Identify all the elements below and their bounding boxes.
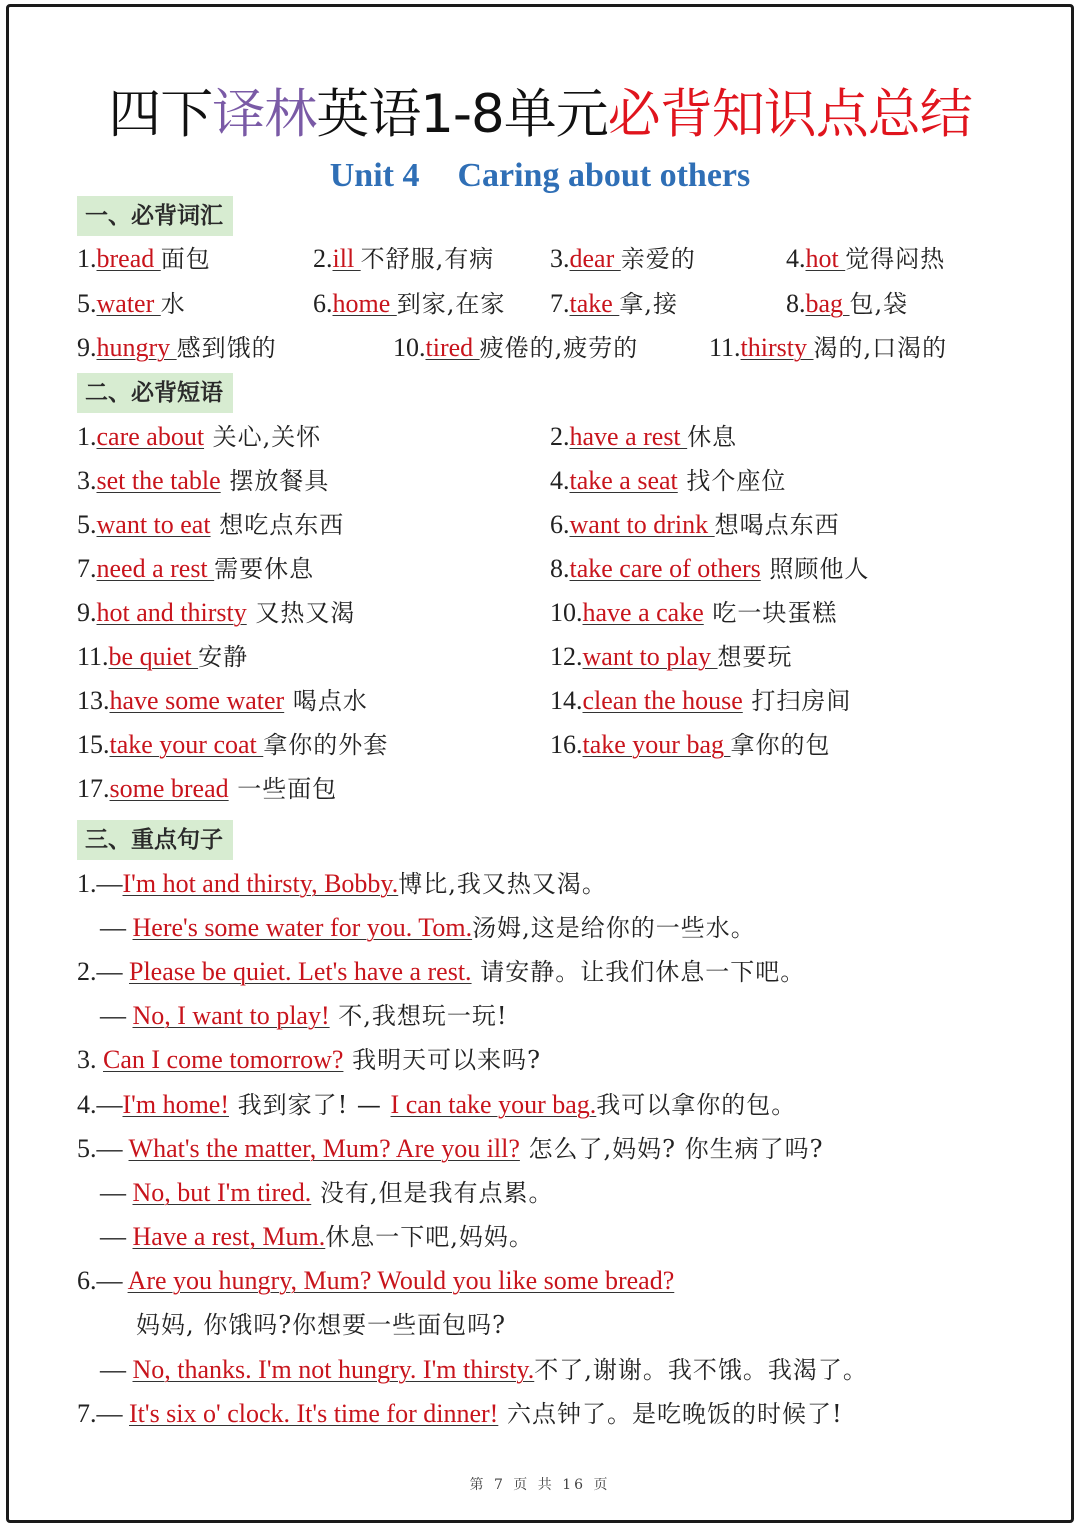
title-part-publisher: 译林: [212, 84, 317, 145]
sentence-item: — Here's some water for you. Tom.汤姆,这是给你的一些水。: [100, 913, 756, 942]
vocab-item: 8.bag 包,袋: [786, 289, 909, 318]
sentence-row: [0, 1040, 1080, 1080]
sentence-row: [0, 1085, 1080, 1125]
phrase-row: [0, 417, 1080, 457]
phrase-item: 16.take your bag 拿你的包: [550, 730, 831, 759]
sentence-row: [0, 908, 1080, 948]
sentence-item: 5.— What's the matter, Mum? Are you ill? 怎么了,妈妈? 你生病了吗?: [77, 1134, 824, 1163]
sentence-row: [0, 1394, 1080, 1434]
phrase-item: 13.have some water 喝点水: [77, 686, 368, 715]
section-header-sentences: 三、重点句子: [77, 820, 233, 860]
sentence-item: — No, thanks. I'm not hungry. I'm thirsty.不了,谢谢。我不饿。我渴了。: [100, 1355, 868, 1384]
phrase-row: [0, 681, 1080, 721]
phrase-row: [0, 461, 1080, 501]
unit-title: [0, 152, 1080, 200]
sentence-row: [0, 1305, 1080, 1345]
vocab-item: 11.thirsty 渴的,口渴的: [709, 333, 948, 362]
vocab-item: 1.bread 面包: [77, 244, 211, 273]
title-part-grade: 四下: [108, 84, 213, 145]
phrase-row: [0, 505, 1080, 545]
phrase-item: 5.want to eat 想吃点东西: [77, 510, 345, 539]
phrase-item: 9.hot and thirsty 又热又渴: [77, 598, 356, 627]
phrase-item: 15.take your coat 拿你的外套: [77, 730, 389, 759]
page-number-footer: 第 7 页 共 16 页: [469, 1477, 611, 1493]
vocab-item: 6.home 到家,在家: [313, 289, 506, 318]
sentence-item: 1.—I'm hot and thirsty, Bobby.博比,我又热又渴。: [77, 869, 607, 898]
sentence-row: [0, 1129, 1080, 1169]
phrase-item: 14.clean the house 打扫房间: [550, 686, 852, 715]
unit-name: Caring about others: [457, 157, 751, 194]
vocab-row: [0, 328, 1080, 368]
sentence-item: 4.—I'm home! 我到家了! — I can take your bag.我可以拿你的包。: [77, 1090, 797, 1119]
phrase-item: 8.take care of others 照顾他人: [550, 554, 870, 583]
phrase-item: 2.have a rest 休息: [550, 422, 738, 451]
sentence-row: [0, 1261, 1080, 1301]
sentence-item: 妈妈, 你饿吗?你想要一些面包吗?: [136, 1311, 506, 1339]
sentence-item: — No, I want to play! 不,我想玩一玩!: [100, 1001, 508, 1030]
sentence-item: 7.— It's six o' clock. It's time for dinner! 六点钟了。是吃晚饭的时候了!: [77, 1399, 843, 1428]
sentence-item: 3. Can I come tomorrow? 我明天可以来吗?: [77, 1045, 541, 1074]
phrase-item: 12.want to play 想要玩: [550, 642, 793, 671]
phrase-item: 3.set the table 摆放餐具: [77, 466, 330, 495]
vocab-row: [0, 284, 1080, 324]
phrase-item: 1.care about 关心,关怀: [77, 422, 322, 451]
document-title: [0, 70, 1080, 160]
phrase-row: [0, 593, 1080, 633]
phrase-item: 11.be quiet 安静: [77, 642, 249, 671]
vocab-item: 4.hot 觉得闷热: [786, 244, 946, 273]
sentence-row: [0, 1350, 1080, 1390]
phrase-row: [0, 769, 1080, 809]
sentence-item: — No, but I'm tired. 没有,但是我有点累。: [100, 1178, 554, 1207]
vocab-item: 9.hungry 感到饿的: [77, 333, 277, 362]
section-header-phrases: 二、必背短语: [77, 373, 233, 413]
phrase-row: [0, 725, 1080, 765]
vocab-item: 10.tired 疲倦的,疲劳的: [393, 333, 639, 362]
vocab-item: 5.water 水: [77, 289, 186, 318]
title-part-topic: 必背知识点总结: [607, 84, 972, 145]
sentence-item: 2.— Please be quiet. Let's have a rest. 请安静。让我们休息一下吧。: [77, 957, 806, 986]
vocab-item: 2.ill 不舒服,有病: [313, 244, 495, 273]
sentence-row: [0, 996, 1080, 1036]
phrase-item: 17.some bread 一些面包: [77, 774, 338, 803]
vocab-item: 3.dear 亲爱的: [550, 244, 696, 273]
vocab-item: 7.take 拿,接: [550, 289, 678, 318]
sentence-row: [0, 952, 1080, 992]
phrase-item: 4.take a seat 找个座位: [550, 466, 787, 495]
sentence-item: 6.— Are you hungry, Mum? Would you like some bread?: [77, 1266, 675, 1295]
title-part-subject: 英语1-8单元: [316, 84, 608, 145]
unit-label: Unit 4: [329, 157, 420, 194]
sentence-row: [0, 1217, 1080, 1257]
sentence-item: — Have a rest, Mum.休息一下吧,妈妈。: [100, 1222, 534, 1251]
sentence-row: [0, 864, 1080, 904]
phrase-row: [0, 637, 1080, 677]
sentence-row: [0, 1173, 1080, 1213]
section-header-vocab: 一、必背词汇: [77, 196, 233, 236]
vocab-row: [0, 239, 1080, 279]
phrase-row: [0, 549, 1080, 589]
phrase-item: 6.want to drink 想喝点东西: [550, 510, 840, 539]
phrase-item: 10.have a cake 吃一块蛋糕: [550, 598, 838, 627]
phrase-item: 7.need a rest 需要休息: [77, 554, 315, 583]
